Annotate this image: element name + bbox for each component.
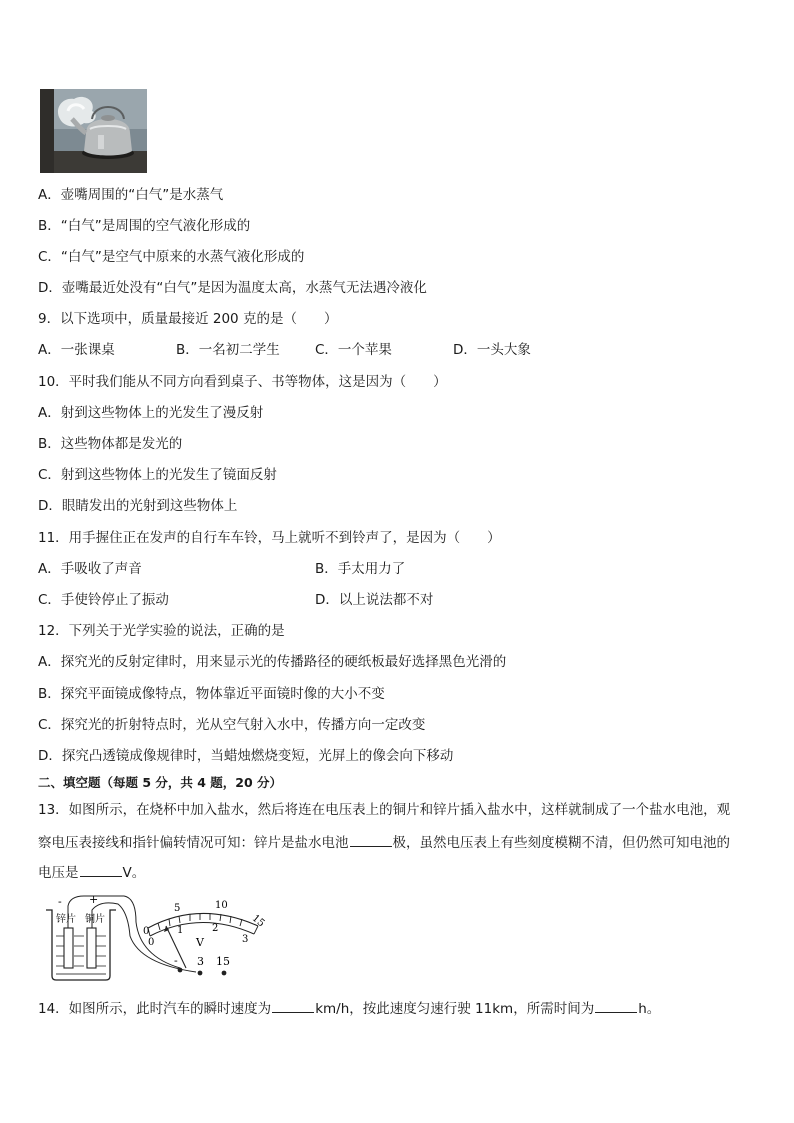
q11-option-d: D．以上说法都不对 <box>315 592 434 608</box>
battery-voltmeter-figure <box>40 892 280 992</box>
q12-stem: 12．下列关于光学实验的说法，正确的是 <box>38 623 285 639</box>
scale-top-15: 15 <box>249 912 267 930</box>
q9-stem: 9．以下选项中，质量最接近 200 克的是（ ） <box>38 311 338 327</box>
q13-text-2a: 察电压表接线和指针偏转情况可知：锌片是盐水电池 <box>38 835 349 851</box>
copper-label: 铜片 <box>85 914 105 925</box>
q14-text-c: h。 <box>638 1001 661 1017</box>
scale-bottom-3: 3 <box>242 934 249 945</box>
q8-option-a: A．壶嘴周围的“白气”是水蒸气 <box>38 187 224 203</box>
minus-sign: - <box>58 895 62 908</box>
q10-stem: 10．平时我们能从不同方向看到桌子、书等物体，这是因为（ ） <box>38 374 447 390</box>
q10-option-b: B．这些物体都是发光的 <box>38 436 183 452</box>
q11-option-c: C．手使铃停止了振动 <box>38 592 169 608</box>
q13-text-3b: V。 <box>122 865 146 881</box>
q8-option-c: C．“白气”是空气中原来的水蒸气液化形成的 <box>38 249 305 265</box>
volt-symbol: V <box>196 936 204 949</box>
q11-option-b: B．手太用力了 <box>315 561 406 577</box>
q11-stem: 11．用手握住正在发声的自行车车铃，马上就听不到铃声了，是因为（ ） <box>38 530 501 546</box>
q10-option-c: C．射到这些物体上的光发生了镜面反射 <box>38 467 277 483</box>
q14-text-a: 14．如图所示，此时汽车的瞬时速度为 <box>38 1001 272 1017</box>
q12-option-a: A．探究光的反射定律时，用来显示光的传播路径的硬纸板最好选择黑色光滑的 <box>38 654 507 670</box>
q9-option-a: A．一张课桌 <box>38 342 115 358</box>
q13-text-2b: 极，虽然电压表上有些刻度模糊不清，但仍然可知电池的 <box>392 835 730 851</box>
q8-option-d: D．壶嘴最近处没有“白气”是因为温度太高，水蒸气无法遇冷液化 <box>38 280 427 296</box>
section-title: 二、填空题（每题 5 分，共 4 题，20 分） <box>38 775 283 790</box>
terminal-3: 3 <box>197 955 204 968</box>
q10-option-d: D．眼睛发出的光射到这些物体上 <box>38 498 238 514</box>
q12-option-c: C．探究光的折射特点时，光从空气射入水中，传播方向一定改变 <box>38 717 426 733</box>
q13-blank-voltage[interactable] <box>80 862 122 877</box>
terminal-15: 15 <box>216 955 230 968</box>
q13-line-2 <box>38 832 730 852</box>
scale-bottom-1: 1 <box>177 925 184 936</box>
q14-blank-time[interactable] <box>595 998 637 1013</box>
q13-text-3a: 电压是 <box>38 865 79 881</box>
scale-top-0: 0 <box>143 926 150 937</box>
q12-option-d: D．探究凸透镜成像规律时，当蜡烛燃烧变短，光屏上的像会向下移动 <box>38 748 454 764</box>
plus-sign: + <box>89 893 99 906</box>
q14-text-b: km/h，按此速度匀速行驶 11km，所需时间为 <box>315 1001 595 1017</box>
scale-bottom-2: 2 <box>212 923 219 934</box>
scale-top-5: 5 <box>174 903 181 914</box>
zinc-label: 锌片 <box>56 914 76 925</box>
q9-option-c: C．一个苹果 <box>315 342 392 358</box>
q14-blank-speed[interactable] <box>272 998 314 1013</box>
q13-line-3 <box>38 862 145 882</box>
q9-option-d: D．一头大象 <box>453 342 531 358</box>
kettle-photo <box>40 89 147 173</box>
q13-line-1: 13．如图所示，在烧杯中加入盐水，然后将连在电压表上的铜片和锌片插入盐水中，这样就制成了一个盐水电池，观 <box>38 802 731 818</box>
q10-option-a: A．射到这些物体上的光发生了漫反射 <box>38 405 264 421</box>
terminal-minus: - <box>174 954 178 967</box>
q9-option-b: B．一名初二学生 <box>176 342 280 358</box>
q8-option-b: B．“白气”是周围的空气液化形成的 <box>38 218 251 234</box>
scale-top-10: 10 <box>215 900 228 911</box>
q11-option-a: A．手吸收了声音 <box>38 561 142 577</box>
q14-line <box>38 998 660 1018</box>
q12-option-b: B．探究平面镜成像特点，物体靠近平面镜时像的大小不变 <box>38 686 385 702</box>
q13-blank-pole[interactable] <box>350 832 392 847</box>
scale-bottom-0: 0 <box>148 937 155 948</box>
